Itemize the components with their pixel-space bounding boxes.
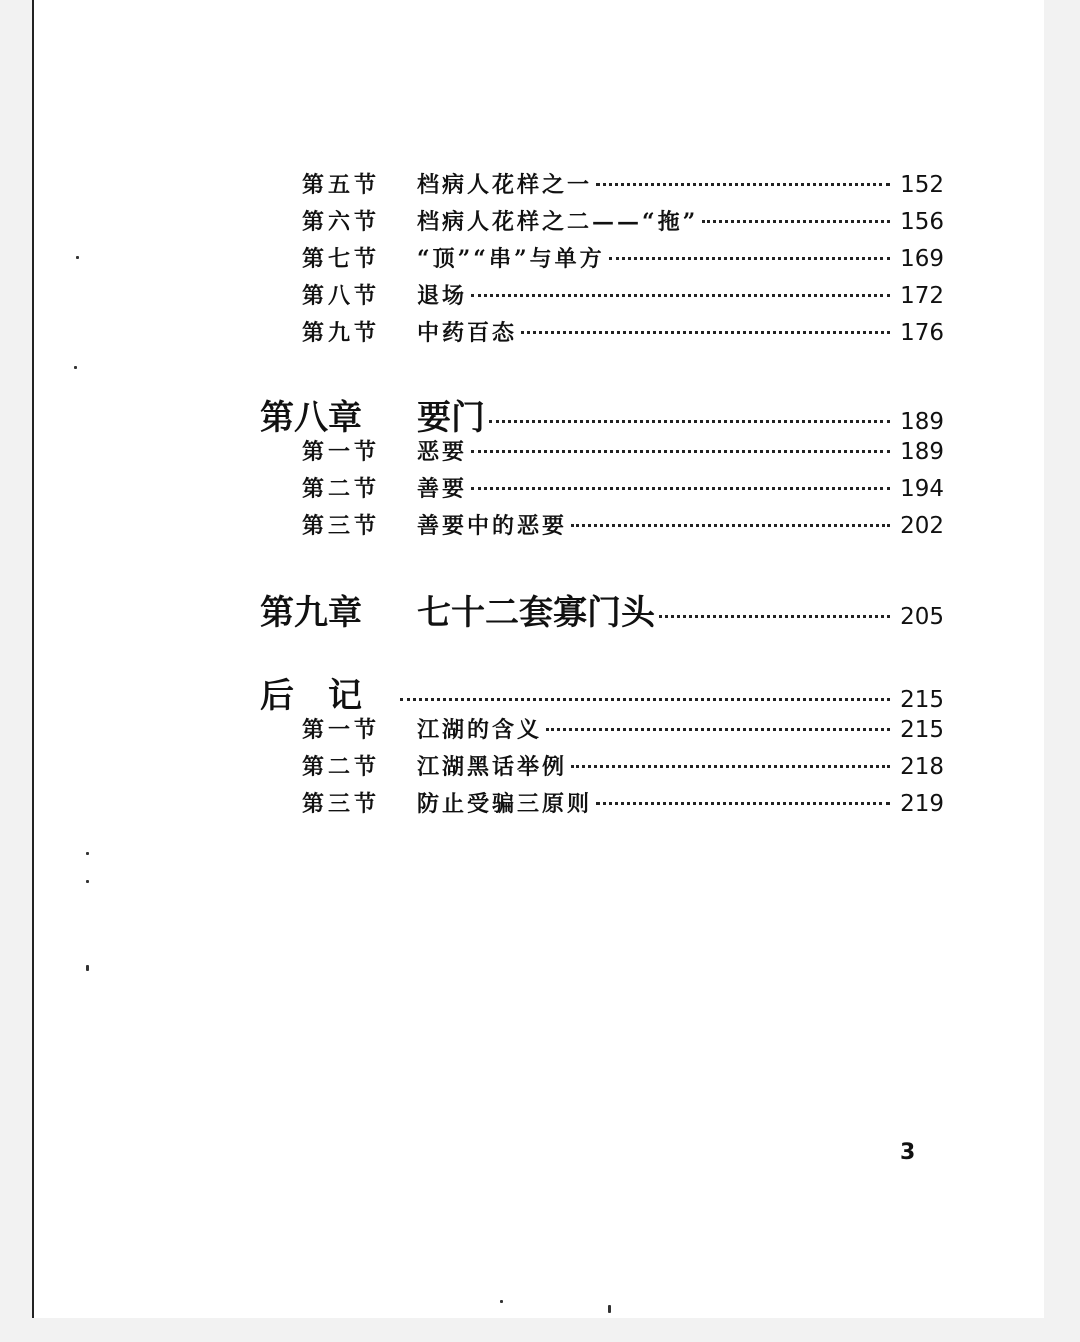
- scan-speck: [500, 1300, 503, 1303]
- book-page: [32, 0, 1044, 1318]
- toc-section-row: [260, 316, 944, 347]
- toc-section-row: [260, 435, 944, 466]
- dot-leader: [471, 294, 890, 297]
- toc-section-row: [260, 509, 944, 540]
- section-number: 第三节: [302, 791, 381, 817]
- scan-speck: [608, 1305, 611, 1313]
- section-number: 第五节: [302, 172, 381, 198]
- section-title: 江湖黑话举例: [417, 754, 568, 780]
- section-number: 第一节: [302, 439, 381, 465]
- page-number: 189: [900, 409, 944, 435]
- section-number: 第二节: [302, 476, 381, 502]
- page-number: 172: [900, 283, 944, 309]
- dot-leader: [489, 420, 890, 423]
- dot-leader: [471, 487, 890, 490]
- section-number: 第七节: [302, 246, 381, 272]
- section-title: 档病人花样之二——“拖”: [417, 209, 699, 235]
- scan-speck: [76, 256, 79, 259]
- chapter-number: 第八章: [260, 398, 362, 438]
- scan-speck: [86, 965, 89, 971]
- dot-leader: [609, 257, 890, 260]
- scan-speck: [86, 880, 89, 883]
- toc-section-row: [260, 787, 944, 818]
- toc-chapter-row: [260, 668, 944, 717]
- section-title: “顶”“串”与单方: [417, 246, 605, 272]
- dot-leader: [571, 765, 890, 768]
- section-number: 第三节: [302, 513, 381, 539]
- toc-section-row: [260, 750, 944, 781]
- section-title: 防止受骗三原则: [417, 791, 593, 817]
- page-folio: 3: [900, 1140, 916, 1165]
- page-number: 218: [900, 754, 944, 780]
- page-number: 152: [900, 172, 944, 198]
- toc-chapter-row: [260, 585, 944, 634]
- page-number: 202: [900, 513, 944, 539]
- section-number: 第八节: [302, 283, 381, 309]
- page-number: 176: [900, 320, 944, 346]
- dot-leader: [471, 450, 890, 453]
- dot-leader: [546, 728, 890, 731]
- section-title: 善要: [417, 476, 468, 502]
- section-title: 江湖的含义: [417, 717, 543, 743]
- dot-leader: [521, 331, 890, 334]
- page-number: 194: [900, 476, 944, 502]
- section-title: 善要中的恶要: [417, 513, 568, 539]
- section-number: 第二节: [302, 754, 381, 780]
- page-number: 189: [900, 439, 944, 465]
- section-title: 恶要: [417, 439, 468, 465]
- page-number: 219: [900, 791, 944, 817]
- dot-leader: [659, 615, 890, 618]
- dot-leader: [571, 524, 890, 527]
- page-number: 169: [900, 246, 944, 272]
- toc-section-row: [260, 168, 944, 199]
- section-number: 第九节: [302, 320, 381, 346]
- toc-section-row: [260, 713, 944, 744]
- dot-leader: [596, 183, 890, 186]
- chapter-number: 第九章: [260, 593, 362, 633]
- toc-section-row: [260, 242, 944, 273]
- chapter-title: 七十二套寡门头: [417, 593, 655, 633]
- section-title: 档病人花样之一: [417, 172, 593, 198]
- section-title: 退场: [417, 283, 468, 309]
- afterword-title: 后记: [260, 676, 396, 716]
- page-number: 215: [900, 717, 944, 743]
- section-number: 第一节: [302, 717, 381, 743]
- dot-leader: [596, 802, 890, 805]
- toc-section-row: [260, 472, 944, 503]
- toc-chapter-row: [260, 390, 944, 439]
- scan-speck: [74, 366, 77, 369]
- page-number: 156: [900, 209, 944, 235]
- dot-leader: [702, 220, 890, 223]
- toc-section-row: [260, 205, 944, 236]
- page-number: 205: [900, 604, 944, 630]
- page-number: 215: [900, 687, 944, 713]
- chapter-title: 要门: [417, 398, 485, 438]
- dot-leader: [400, 698, 890, 701]
- section-title: 中药百态: [417, 320, 518, 346]
- scan-speck: [86, 852, 89, 855]
- section-number: 第六节: [302, 209, 381, 235]
- toc-section-row: [260, 279, 944, 310]
